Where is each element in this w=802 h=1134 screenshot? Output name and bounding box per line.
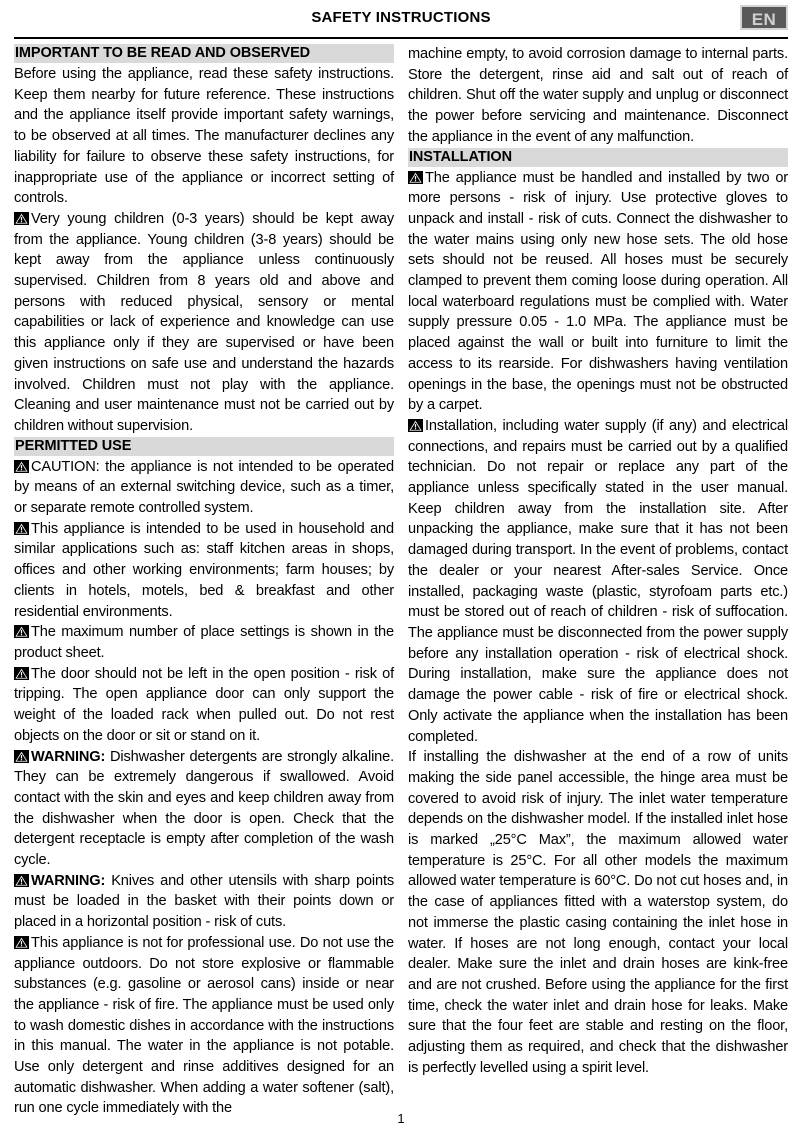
body-paragraph bbox=[408, 44, 788, 148]
section-heading: INSTALLATION bbox=[408, 148, 788, 167]
body-paragraph bbox=[408, 747, 788, 1078]
paragraph-text: Very young children (0-3 years) should be kept away from the appliance. Young children (3-8 years) should be kept away from the appliance unless continuously supervised. Children from 8 years old and above and persons with reduced physical, sensory or mental capabilities or lack of experience and knowledge can use this appliance only if they are supervised or have been given instructions on safe use and understand the hazards involved. Children must not play with the appliance. Cleaning and user maintenance must not be carried out by children without supervision. bbox=[14, 210, 394, 434]
warning-triangle-icon bbox=[408, 419, 423, 432]
warning-triangle-icon bbox=[14, 750, 29, 763]
warning-triangle-icon bbox=[14, 874, 29, 887]
left-column bbox=[14, 44, 395, 1117]
paragraph-text: Installation, including water supply (if any) and electrical connections, and repairs must be carried out by a qualified technician. Do not repair or replace any part of the appliance unless specifically stated in the user manual. Keep children away from the installation site. After unpacking the appliance, make sure that it has not been damaged during transport. In the event of problems, contact the dealer or your nearest After-sales Service. Once installed, packaging waste (plastic, styrofoam parts etc.) must be stored out of reach of children - risk of suffocation. The appliance must be disconnected from the power supply before any installation operation - risk of electrical shock. During installation, make sure the appliance does not damage the power cable - risk of fire or electrical shock. Only activate the appliance when the installation has been completed. bbox=[408, 417, 788, 745]
paragraph-text: Knives and other utensils with sharp points must be loaded in the basket with their points down or placed in a horizontal position - risk of cuts. bbox=[14, 872, 394, 931]
warning-triangle-icon bbox=[14, 936, 29, 949]
paragraph-text: CAUTION: the appliance is not intended to be operated by means of an external switching device, such as a timer, or separate remote controlled system. bbox=[14, 458, 394, 517]
body-paragraph bbox=[14, 622, 394, 663]
paragraph-text: This appliance is not for professional use. Do not use the appliance outdoors. Do not store explosive or flammable substances (e.g. gasoline or aerosol cans) inside or near the appliance - risk of fire. The appliance must be used only to wash domestic dishes in accordance with the instructions in this manual. The water in the appliance is not potable. Use only detergent and rinse additives designed for an automatic dishwasher. When adding a water softener (salt), run one cycle immediately with the bbox=[14, 934, 394, 1117]
body-paragraph bbox=[14, 457, 394, 519]
warning-triangle-icon bbox=[14, 625, 29, 638]
paragraph-text: This appliance is intended to be used in household and similar applications such as: staff kitchen areas in shops, offices and other working environments; farm houses; by clients in hotels, motels, bed & breakfast and other residential environments. bbox=[14, 520, 394, 620]
paragraph-text: The appliance must be handled and installed by two or more persons - risk of injury. Use protective gloves to unpack and install - risk of cuts. Connect the dishwasher to the water mains using only new hose sets. The old hose sets should not be reused. All hoses must be securely clamped to prevent them coming loose during operation. All local waterboard regulations must be complied with. Water supply pressure 0.05 - 1.0 MPa. The appliance must be placed against the wall or built into furniture to limit the access to its rearside. For dishwashers having ventilation openings in the base, the openings must not be obstructed by a carpet. bbox=[408, 169, 788, 414]
page-footer bbox=[0, 1111, 802, 1126]
body-paragraph bbox=[14, 933, 394, 1119]
body-paragraph bbox=[408, 168, 788, 416]
body-paragraph bbox=[14, 64, 394, 209]
header-divider bbox=[14, 37, 788, 39]
warning-triangle-icon bbox=[14, 667, 29, 680]
section-heading: IMPORTANT TO BE READ AND OBSERVED bbox=[14, 44, 394, 63]
body-paragraph bbox=[14, 871, 394, 933]
paragraph-lead: WARNING: bbox=[31, 748, 106, 765]
body-paragraph bbox=[14, 519, 394, 623]
paragraph-text: Dishwasher detergents are strongly alkaline. They can be extremely dangerous if swallowed. Avoid contact with the skin and eyes and keep children away from the dishwasher when the door is open. Check that the detergent receptacle is empty after completion of the wash cycle. bbox=[14, 748, 395, 869]
page-header bbox=[14, 0, 788, 34]
paragraph-text: The maximum number of place settings is shown in the product sheet. bbox=[14, 624, 394, 661]
two-column-body bbox=[14, 44, 788, 1117]
body-paragraph bbox=[14, 747, 394, 871]
language-badge: EN bbox=[740, 5, 788, 30]
warning-triangle-icon bbox=[14, 522, 29, 535]
warning-triangle-icon bbox=[14, 212, 29, 225]
paragraph-text: Before using the appliance, read these safety instructions. Keep them nearby for future reference. These instructions and the appliance itself provide important safety warnings, to be observed at all times. The manufacturer declines any liability for failure to observe these safety instructions, for inappropriate use of the appliance or incorrect setting of controls. bbox=[14, 66, 394, 207]
page-number: 1 bbox=[397, 1111, 405, 1126]
paragraph-text: The door should not be left in the open position - risk of tripping. The open appliance door can only support the weight of the loaded rack when pulled out. Do not rest objects on the door or sit or stand on it. bbox=[14, 665, 394, 744]
warning-triangle-icon bbox=[14, 460, 29, 473]
paragraph-lead: WARNING: bbox=[31, 872, 106, 889]
page-title: SAFETY INSTRUCTIONS bbox=[311, 9, 491, 26]
body-paragraph bbox=[14, 209, 394, 437]
body-paragraph bbox=[14, 664, 394, 747]
warning-triangle-icon bbox=[408, 171, 423, 184]
body-paragraph bbox=[408, 416, 788, 747]
paragraph-text: machine empty, to avoid corrosion damage to internal parts. Store the detergent, rinse aid and salt out of reach of children. Shut off the water supply and unplug or disconnect the power before servicing and maintenance. Disconnect the appliance in the event of any malfunction. bbox=[408, 46, 788, 145]
paragraph-text: If installing the dishwasher at the end of a row of units making the side panel accessible, the hinge area must be covered to avoid risk of injury. The inlet water temperature depends on the dishwasher model. If the installed inlet hose is marked „25°C Max”, the maximum allowed water temperature is 25°C. For all other models the maximum allowed water temperature is 60°C. Do not cut hoses and, in the case of appliances fitted with a waterstop system, do not immerse the plastic casing containing the inlet hose in water. If hoses are not long enough, contact your local dealer. Make sure the inlet and drain hoses are kink-free and are not crushed. Before using the appliance for the first time, check the water inlet and drain hose for leaks. Make sure that the four feet are stable and resting on the floor, adjusting them as required, and check that the dishwasher is perfectly levelled using a spirit level. bbox=[408, 749, 788, 1076]
section-heading: PERMITTED USE bbox=[14, 437, 394, 456]
right-column bbox=[408, 44, 788, 1104]
